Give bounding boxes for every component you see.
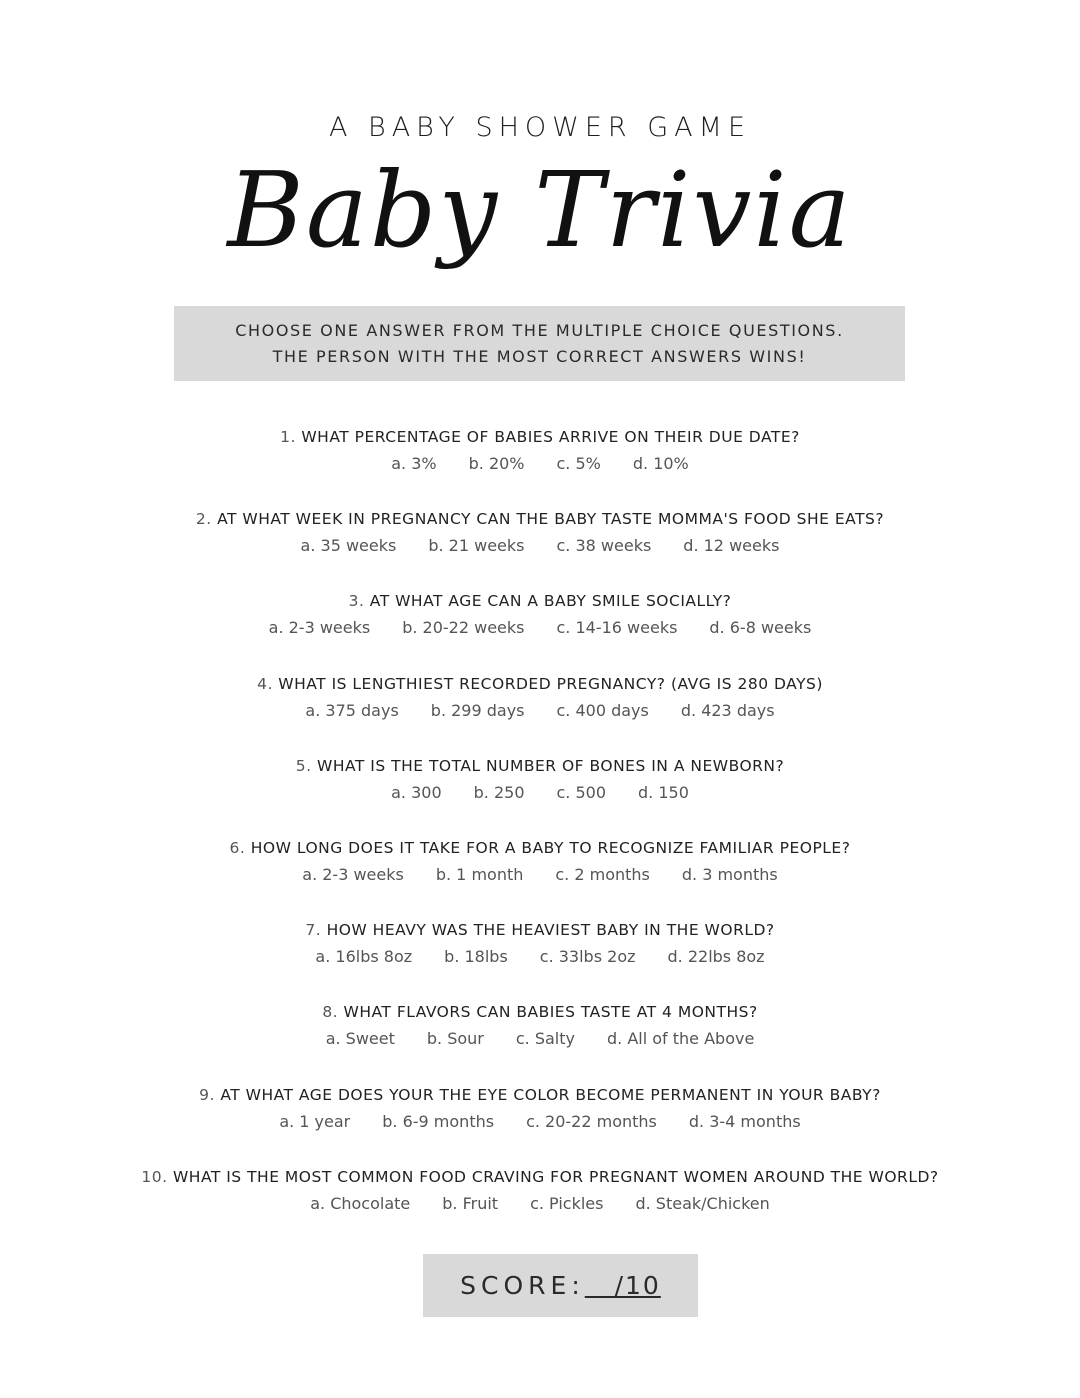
answer-a[interactable]: a. 375 days — [305, 701, 399, 720]
answer-b[interactable]: b. 18lbs — [444, 947, 508, 966]
question-label: AT WHAT WEEK IN PREGNANCY CAN THE BABY TASTE MOMMA'S FOOD SHE EATS? — [211, 510, 885, 528]
question-number: 7. — [305, 921, 322, 939]
answer-b[interactable]: b. Sour — [426, 1029, 484, 1048]
question-text — [0, 756, 1080, 776]
answer-c[interactable]: c. 500 — [556, 783, 607, 802]
instructions-box — [174, 306, 905, 381]
score-box — [423, 1254, 698, 1317]
question-number: 2. — [195, 510, 212, 528]
answer-a[interactable]: a. Sweet — [325, 1029, 395, 1048]
answer-a[interactable]: a. Chocolate — [310, 1194, 411, 1213]
answer-options — [0, 947, 1080, 967]
question-number: 9. — [199, 1086, 215, 1104]
answer-c[interactable]: c. 14-16 weeks — [556, 618, 678, 637]
answer-c[interactable]: c. 400 days — [556, 701, 649, 720]
instructions-line-2: THE PERSON WITH THE MOST CORRECT ANSWERS WINS! — [272, 346, 807, 366]
answer-c[interactable]: c. Salty — [515, 1029, 575, 1048]
question-5 — [0, 756, 1080, 803]
answer-a[interactable]: a. 16lbs 8oz — [315, 947, 413, 966]
answer-b[interactable]: b. 6-9 months — [382, 1112, 495, 1131]
question-number: 6. — [229, 839, 246, 857]
question-label: AT WHAT AGE DOES YOUR THE EYE COLOR BECOME PERMANENT IN YOUR BABY? — [214, 1086, 881, 1104]
question-label: WHAT FLAVORS CAN BABIES TASTE AT 4 MONTHS? — [338, 1003, 758, 1021]
page-title: Baby Trivia — [227, 149, 853, 271]
answer-options — [0, 1194, 1080, 1214]
question-8 — [0, 1002, 1080, 1049]
answer-b[interactable]: b. 20% — [468, 454, 525, 473]
answer-b[interactable]: b. 1 month — [435, 865, 524, 884]
answer-b[interactable]: b. 299 days — [430, 701, 525, 720]
answer-b[interactable]: b. 250 — [473, 783, 525, 802]
answer-options — [0, 536, 1080, 556]
question-number: 10. — [141, 1168, 168, 1186]
answer-options — [0, 618, 1080, 638]
answer-options — [0, 701, 1080, 721]
question-label: AT WHAT AGE CAN A BABY SMILE SOCIALLY? — [364, 592, 732, 610]
question-label: HOW HEAVY WAS THE HEAVIEST BABY IN THE WORLD? — [321, 921, 775, 939]
answer-options — [0, 1029, 1080, 1049]
answer-a[interactable]: a. 35 weeks — [300, 536, 397, 555]
answer-d[interactable]: d. 3 months — [681, 865, 778, 884]
answer-d[interactable]: d. 150 — [638, 783, 689, 802]
page-subtitle: A BABY SHOWER GAME — [328, 112, 752, 143]
question-4 — [0, 674, 1080, 721]
score-blank[interactable]: /10 — [584, 1271, 661, 1300]
answer-a[interactable]: a. 2-3 weeks — [302, 865, 404, 884]
question-text — [0, 591, 1080, 611]
question-label: WHAT IS THE TOTAL NUMBER OF BONES IN A NEWBORN? — [311, 757, 785, 775]
question-9 — [0, 1085, 1080, 1132]
question-1 — [0, 427, 1080, 474]
answer-options — [0, 783, 1080, 803]
answer-options — [0, 454, 1080, 474]
question-10 — [0, 1167, 1080, 1214]
answer-c[interactable]: c. 5% — [556, 454, 601, 473]
question-2 — [0, 509, 1080, 556]
question-number: 5. — [295, 757, 312, 775]
answer-c[interactable]: c. 2 months — [555, 865, 650, 884]
question-text — [0, 1167, 1080, 1187]
answer-c[interactable]: c. 20-22 months — [526, 1112, 657, 1131]
question-text — [0, 920, 1080, 940]
question-label: WHAT IS THE MOST COMMON FOOD CRAVING FOR PREGNANT WOMEN AROUND THE WORLD? — [167, 1168, 939, 1186]
answer-d[interactable]: d. 423 days — [680, 701, 775, 720]
answer-options — [0, 865, 1080, 885]
answer-d[interactable]: d. 6-8 weeks — [709, 618, 812, 637]
answer-a[interactable]: a. 2-3 weeks — [268, 618, 371, 637]
answer-a[interactable]: a. 1 year — [279, 1112, 351, 1131]
question-6 — [0, 838, 1080, 885]
answer-c[interactable]: c. Pickles — [530, 1194, 604, 1213]
question-label: WHAT PERCENTAGE OF BABIES ARRIVE ON THEIR DUE DATE? — [301, 428, 800, 446]
score-label: SCORE: — [460, 1271, 585, 1300]
question-3 — [0, 591, 1080, 638]
answer-a[interactable]: a. 300 — [391, 783, 442, 802]
instructions-line-1: CHOOSE ONE ANSWER FROM THE MULTIPLE CHOICE QUESTIONS. — [235, 320, 844, 340]
answer-b[interactable]: b. 20-22 weeks — [402, 618, 525, 637]
question-number: 1. — [280, 428, 302, 446]
answer-c[interactable]: c. 33lbs 2oz — [539, 947, 636, 966]
question-text — [0, 1085, 1080, 1105]
answer-c[interactable]: c. 38 weeks — [556, 536, 652, 555]
answer-d[interactable]: d. 10% — [632, 454, 689, 473]
answer-d[interactable]: d. Steak/Chicken — [635, 1194, 770, 1213]
question-label: HOW LONG DOES IT TAKE FOR A BABY TO RECOGNIZE FAMILIAR PEOPLE? — [245, 839, 851, 857]
answer-a[interactable]: a. 3% — [391, 454, 437, 473]
answer-b[interactable]: b. 21 weeks — [428, 536, 525, 555]
answer-b[interactable]: b. Fruit — [442, 1194, 499, 1213]
question-number: 8. — [322, 1003, 339, 1021]
question-label: WHAT IS LENGTHIEST RECORDED PREGNANCY? (AVG IS 280 DAYS) — [272, 675, 823, 693]
question-text — [0, 509, 1080, 529]
answer-d[interactable]: d. All of the Above — [607, 1029, 755, 1048]
question-text — [0, 427, 1080, 447]
question-text — [0, 838, 1080, 858]
question-7 — [0, 920, 1080, 967]
question-text — [0, 1002, 1080, 1022]
question-text — [0, 674, 1080, 694]
answer-d[interactable]: d. 22lbs 8oz — [667, 947, 765, 966]
question-number: 3. — [348, 592, 365, 610]
answer-d[interactable]: d. 12 weeks — [683, 536, 780, 555]
answer-options — [0, 1112, 1080, 1132]
answer-d[interactable]: d. 3-4 months — [688, 1112, 801, 1131]
question-number: 4. — [257, 675, 273, 693]
